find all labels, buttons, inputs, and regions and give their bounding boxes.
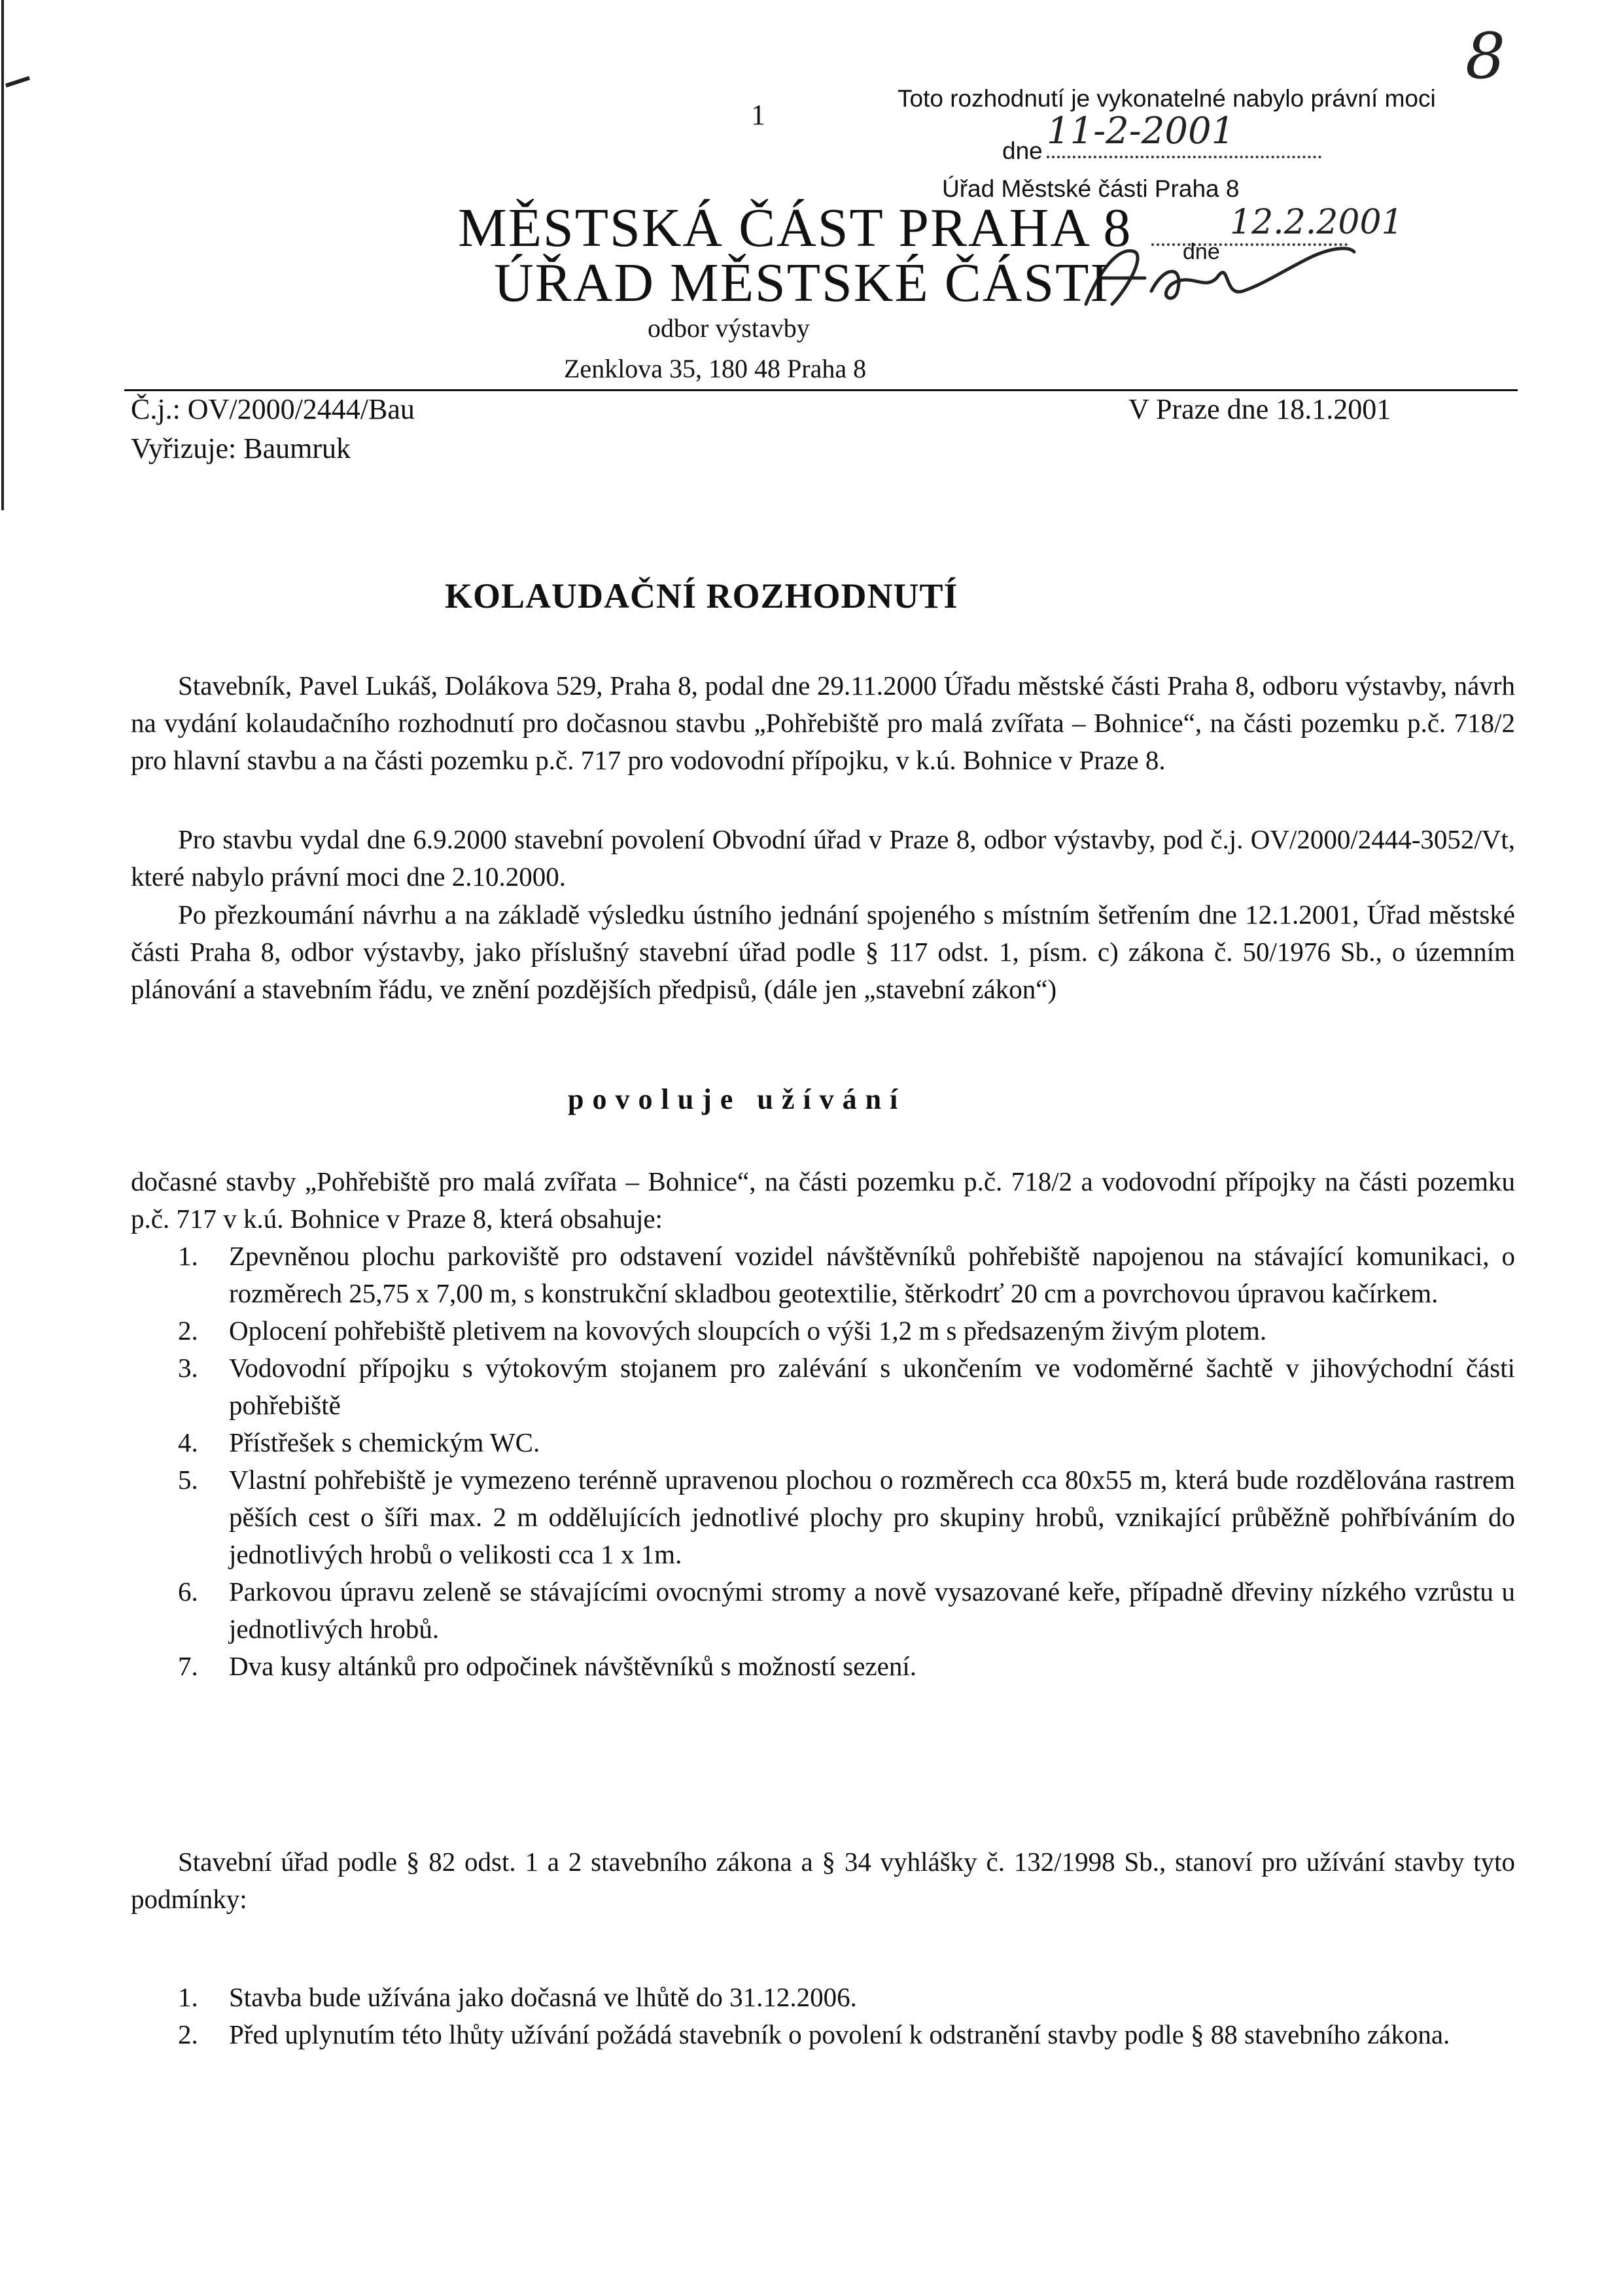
handled-by: Vyřizuje: Baumruk: [131, 432, 351, 464]
paragraph-application-text: Stavebník, Pavel Lukáš, Dolákova 529, Praha 8, podal dne 29.11.2000 Úřadu městské části Praha 8, odboru výstavby, návrh na vydání kolaudačního rozhodnutí pro dočasnou stavbu „Pohřebiště pro malá zvířata – Bohnice“, na části pozemku p.č. 718/2 pro hlavní stavbu a na části pozemku p.č. 717 pro vodovodní přípojku, v k.ú. Bohnice v Praze 8.: [131, 670, 1515, 775]
place-and-date: V Praze dne 18.1.2001: [1128, 393, 1391, 425]
header-rule: [124, 389, 1518, 391]
paragraph-building-permit-text: Pro stavbu vydal dne 6.9.2000 stavební povolení Obvodní úřad v Praze 8, odbor výstavby, pod č.j. OV/2000/2444-3052/Vt, které nabylo právní moci dne 2.10.2000.: [131, 824, 1515, 892]
list-item-number: 1.: [178, 1241, 198, 1271]
stamp-line-validity: Toto rozhodnutí je vykonatelné nabylo právní moci: [898, 85, 1436, 112]
list-item-number: 1.: [178, 1982, 198, 2012]
scan-edge-line: [1, 0, 4, 510]
list-item-text: Oplocení pohřebiště pletivem na kovových sloupcích o výši 1,2 m s předsazeným živým plotem.: [229, 1315, 1267, 1346]
paragraph-conditions-intro: [131, 1843, 1515, 1918]
page-number: 1: [751, 99, 765, 131]
list-item-number: 2.: [178, 1315, 198, 1346]
paragraph-subject: [131, 1163, 1515, 1238]
conditions-list: [131, 1979, 1515, 2053]
department-name: odbor výstavby: [648, 313, 810, 343]
list-item: [131, 1573, 1515, 1648]
list-item-text: Vodovodní přípojku s výtokovým stojanem pro zalévání s ukončením ve vodoměrné šachtě v jihovýchodní části pohřebiště: [229, 1353, 1515, 1420]
list-item-number: 4.: [178, 1427, 198, 1457]
list-item-number: 6.: [178, 1576, 198, 1607]
office-title-line1: MĚSTSKÁ ČÁST PRAHA 8: [458, 198, 1132, 258]
decision-heading: povoluje užívání: [568, 1083, 907, 1115]
list-item: [131, 1349, 1515, 1424]
list-item: [131, 1461, 1515, 1573]
list-item: [131, 1424, 1515, 1461]
list-item: [131, 1648, 1515, 1685]
building-items-list: [131, 1238, 1515, 1685]
list-item-text: Před uplynutím této lhůty užívání požádá stavebník o povolení k odstranění stavby podle § 88 stavebního zákona.: [229, 2019, 1450, 2049]
paragraph-review: [131, 896, 1515, 1008]
stamp-dotted-line: [1047, 156, 1321, 158]
paragraph-conditions-intro-text: Stavební úřad podle § 82 odst. 1 a 2 stavebního zákona a § 34 vyhlášky č. 132/1998 Sb., stanoví pro užívání stavby tyto podmínky:: [131, 1847, 1515, 1914]
list-item-number: 2.: [178, 2019, 198, 2049]
stamp-line-date-prefix: dne: [1002, 137, 1043, 164]
paragraph-application: [131, 667, 1515, 779]
list-item-text: Stavba bude užívána jako dočasná ve lhůtě do 31.12.2006.: [229, 1982, 857, 2012]
list-item-number: 5.: [178, 1465, 198, 1495]
list-item: [131, 1238, 1515, 1312]
paragraph-building-permit: [131, 821, 1515, 896]
paragraph-subject-text: dočasné stavby „Pohřebiště pro malá zvířata – Bohnice“, na části pozemku p.č. 718/2 a vodovodní přípojky na části pozemku p.č. 717 v k.ú. Bohnice v Praze 8, která obsahuje:: [131, 1166, 1515, 1234]
list-item-number: 3.: [178, 1353, 198, 1383]
stamp-line-date-suffix: dne: [1183, 239, 1220, 264]
list-item: [131, 2016, 1515, 2053]
stamp-handwritten-date-2: 12.2.2001: [1230, 203, 1403, 242]
list-item: [131, 1979, 1515, 2016]
office-address: Zenklova 35, 180 48 Praha 8: [564, 354, 867, 383]
stamp-handwritten-date-1: 11-2-2001: [1047, 110, 1235, 152]
list-item-text: Vlastní pohřebiště je vymezeno terénně upravenou plochou o rozměrech cca 80x55 m, která bude rozdělována rastrem pěších cest o šíři max. 2 m oddělujících jednotlivé plochy pro skupiny hrobů, vznikající průběžně pohřbíváním do jednotlivých hrobů o velikosti cca 1 x 1m.: [229, 1465, 1515, 1569]
corner-handwritten-mark: 8: [1465, 20, 1506, 93]
document-title: KOLAUDAČNÍ ROZHODNUTÍ: [445, 576, 958, 616]
list-item-text: Dva kusy altánků pro odpočinek návštěvníků s možností sezení.: [229, 1651, 916, 1681]
list-item-text: Zpevněnou plochu parkoviště pro odstavení vozidel návštěvníků pohřebiště napojenou na stávající komunikaci, o rozměrech 25,75 x 7,00 m, s konstrukční skladbou geotextilie, štěrkodrť 20 cm a povrchovou úpravou kačírkem.: [229, 1241, 1515, 1308]
paragraph-review-text: Po přezkoumání návrhu a na základě výsledku ústního jednání spojeného s místním šetřením dne 12.1.2001, Úřad městské části Praha 8, odbor výstavby, jako příslušný stavební úřad podle § 117 odst. 1, písm. c) zákona č. 50/1976 Sb., o územním plánování a stavebním řádu, ve znění pozdějších předpisů, (dále jen „stavební zákon“): [131, 899, 1515, 1004]
list-item-text: Přístřešek s chemickým WC.: [229, 1427, 540, 1457]
stamp-line-office: Úřad Městské části Praha 8: [942, 175, 1240, 202]
scan-edge-tick: [5, 76, 30, 87]
list-item: [131, 1312, 1515, 1349]
list-item-text: Parkovou úpravu zeleně se stávajícími ovocnými stromy a nově vysazované keře, případně dřeviny nízkého vzrůstu u jednotlivých hrobů.: [229, 1576, 1515, 1644]
reference-number: Č.j.: OV/2000/2444/Bau: [131, 393, 415, 425]
list-item-number: 7.: [178, 1651, 198, 1681]
office-title-line2: ÚŘAD MĚSTSKÉ ČÁSTI: [494, 252, 1110, 313]
